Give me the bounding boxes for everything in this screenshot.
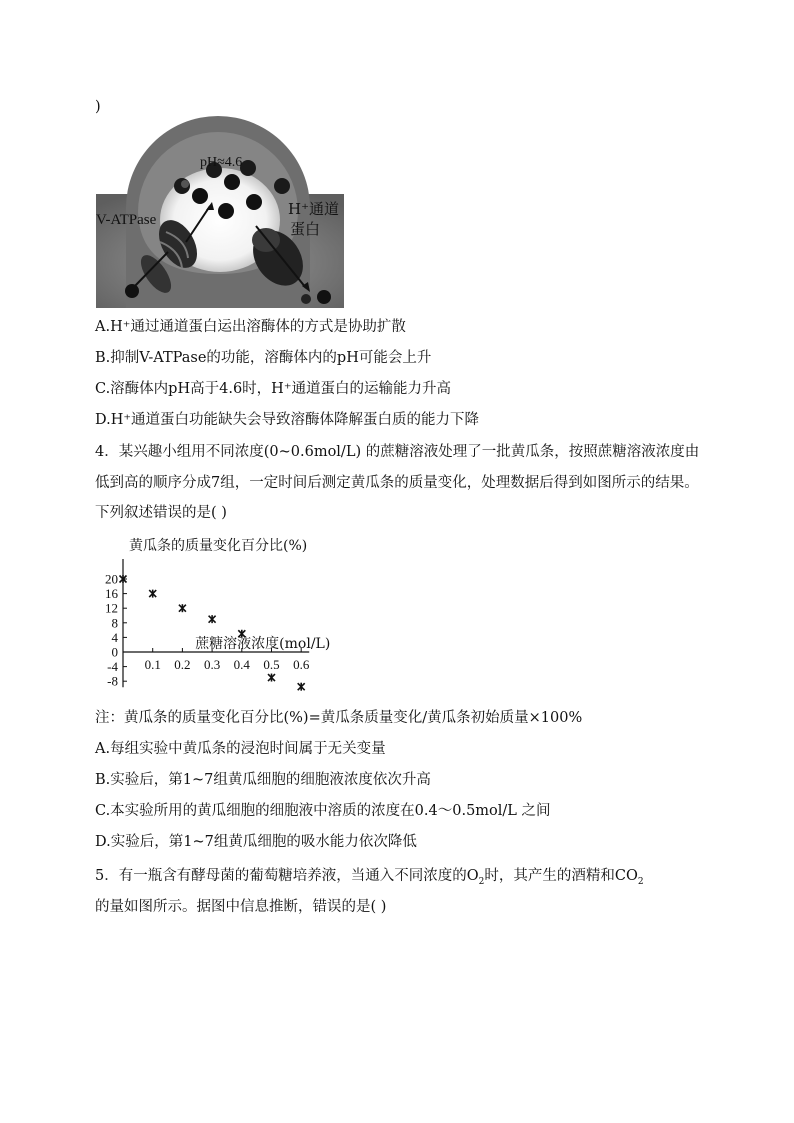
q5-stem-line1 (95, 866, 644, 892)
x-tick-label: 0.5 (263, 657, 280, 672)
membrane-dot (125, 284, 139, 298)
proton-dot (246, 194, 262, 210)
q3-option-b: B.抑制V-ATPase的功能，溶酶体内的pH可能会上升 (95, 350, 432, 366)
data-point (179, 604, 186, 612)
y-tick-label: 0 (111, 644, 118, 660)
v-atpase-label: V-ATPase (96, 212, 157, 228)
proton-dot (218, 203, 234, 219)
y-tick-label: 8 (111, 615, 118, 631)
proton-dot (192, 188, 208, 204)
q5-text-b: 时，其产生的酒精和CO (484, 868, 638, 884)
x-tick-label: 0.3 (203, 657, 221, 672)
q4-option-b: B.实验后，第1~7组黄瓜细胞的细胞液浓度依次升高 (95, 772, 431, 788)
y-tick-label: -4 (107, 659, 118, 675)
q5-sub-o2: 2 (478, 876, 485, 887)
q4-option-d: D.实验后，第1~7组黄瓜细胞的吸水能力依次降低 (95, 834, 417, 850)
q3-option-d: D.H⁺通道蛋白功能缺失会导致溶酶体降解蛋白质的能力下降 (95, 412, 480, 428)
lysosome-diagram (96, 124, 344, 308)
x-tick-label: 0.4 (233, 657, 250, 672)
q5-text-a: 5．有一瓶含有酵母菌的葡萄糖培养液，当通入不同浓度的O (95, 868, 479, 884)
q3-option-a: A.H⁺通过通道蛋白运出溶酶体的方式是协助扩散 (95, 319, 406, 335)
y-tick-label: 4 (111, 629, 118, 645)
q4-option-a: A.每组实验中黄瓜条的浸泡时间属于无关变量 (95, 741, 386, 757)
sucrose-chart (105, 530, 468, 700)
x-tick-label: 0.6 (293, 657, 310, 672)
leading-fragment: ) (95, 99, 101, 115)
x-axis-label: 蔗糖溶液浓度(mol/L) (195, 636, 331, 652)
x-tick-label: 0.1 (144, 657, 161, 672)
y-tick-label: 16 (105, 586, 118, 602)
channel-label-1: H⁺通道 (288, 200, 339, 218)
data-point (149, 590, 156, 598)
data-point (268, 674, 275, 682)
data-point (298, 683, 305, 691)
membrane-dot (240, 160, 256, 176)
membrane-dot (274, 178, 290, 194)
q4-option-c: C.本实验所用的黄瓜细胞的细胞液中溶质的浓度在0.4～0.5mol/L 之间 (95, 803, 551, 819)
channel-label-2: 蛋白 (290, 220, 321, 238)
q4-note: 注：黄瓜条的质量变化百分比(%)=黄瓜条质量变化/黄瓜条初始质量×100% (95, 710, 583, 726)
y-tick-label: -8 (107, 673, 118, 689)
q4-stem: 4．某兴趣小组用不同浓度(0~0.6mol/L) 的蔗糖溶液处理了一批黄瓜条，按照蔗糖溶液浓度由低到高的顺序分成7组，一定时间后测定黄瓜条的质量变化，处理数据后得到如图所示的结果。下列叙述错误的是( ) (95, 444, 700, 521)
ph-label: pH≈4.6 (200, 155, 243, 170)
membrane-dot (317, 290, 331, 304)
q3-option-c: C.溶酶体内pH高于4.6时，H⁺通道蛋白的运输能力升高 (95, 381, 451, 397)
data-point (238, 630, 245, 638)
y-tick-label: 12 (105, 600, 118, 616)
q5-sub-co2: 2 (637, 876, 644, 887)
y-tick-label: 20 (105, 571, 118, 587)
q5-stem-line2: 的量如图所示。据图中信息推断，错误的是( ) (95, 899, 387, 915)
x-tick-label: 0.2 (174, 657, 191, 672)
y-axis-label: 黄瓜条的质量变化百分比(%) (129, 538, 308, 554)
data-point (209, 615, 216, 623)
proton-dot (224, 174, 240, 190)
